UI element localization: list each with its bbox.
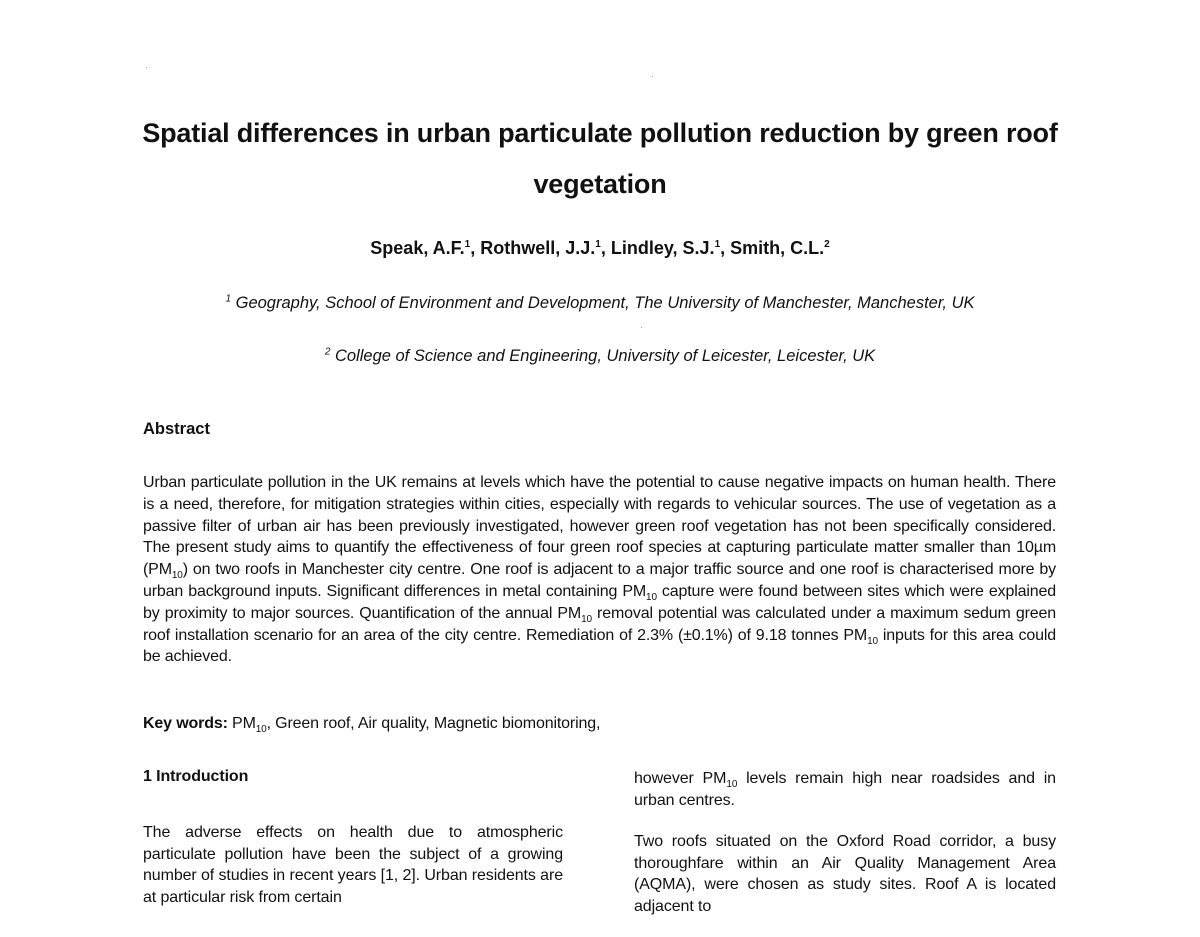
abstract-text: Urban particulate pollution in the UK remains at levels which have the potential to cause negative impacts on human health. There is a need, therefore, for mitigation strategies within cities, especially with regards to vehicular sources. The use of vegetation as a passive filter of urban air has been previously investigated, however green roof vegetation has not been specifically considered. The present study aims to quantify the effectiveness of four green roof species at capturing particulate matter smaller than 10µm (PM (143, 474, 1056, 579)
scan-speck (146, 67, 147, 68)
author: Lindley, S.J. (610, 238, 715, 258)
right-column (634, 768, 1056, 937)
affiliation-number: 2 (324, 346, 331, 358)
body-text: however PM (634, 770, 727, 787)
abstract-text: ) on two roofs in Manchester city centre. One roof is adjacent to a major traffic source and one roof is characterised more by urban background inputs. Significant differences in metal containing PM (143, 561, 1056, 600)
abstract-text: capture were found between sites which were explained by proximity to major sources. Quantification of the annual PM (143, 582, 1056, 622)
author-affiliation-mark: 2 (824, 239, 830, 250)
abstract-text: inputs for this area could be achieved. (143, 626, 1056, 666)
author-affiliation-mark: 1 (595, 239, 601, 250)
author: Rothwell, J.J. (480, 238, 596, 258)
author-separator: , (470, 238, 481, 258)
affiliation (0, 291, 1200, 315)
pm-subscript: 10 (867, 635, 878, 647)
keywords (143, 713, 1056, 735)
affiliation-text: College of Science and Engineering, University of Leicester, Leicester, UK (334, 347, 876, 365)
author-separator: , (600, 238, 611, 258)
abstract-heading: Abstract (143, 420, 210, 438)
affiliation-text: Geography, School of Environment and Development, The University of Manchester, Manchester, UK (235, 294, 975, 312)
abstract-body (143, 472, 1056, 668)
body-text: levels remain high near roadsides and in urban centres. (634, 770, 1056, 809)
scan-speck (652, 76, 653, 77)
abstract-paragraph (143, 472, 1056, 668)
author: Smith, C.L. (730, 238, 825, 258)
pm-subscript: 10 (726, 779, 738, 791)
left-column (143, 766, 563, 928)
body-paragraph: Two roofs situated on the Oxford Road corridor, a busy thoroughfare within an Air Quality Management Area (AQMA), were chosen as study sites. Roof A is located adjacent to (634, 833, 1056, 915)
author-affiliation-mark: 1 (714, 239, 721, 250)
body-paragraph (634, 768, 1056, 811)
keywords-text: , Green roof, Air quality, Magnetic biomonitoring, (266, 715, 601, 732)
paper-title: Spatial differences in urban particulate pollution reduction by green roof vegetation (142, 118, 1058, 199)
keywords-text: PM (227, 715, 256, 732)
affiliation (0, 344, 1200, 368)
abstract-text: removal potential was calculated under a maximum sedum green roof installation scenario for an area of the city centre. Remediation of 2.3% (±0.1%) of 9.18 tonnes PM (143, 604, 1056, 644)
author-list (0, 233, 1200, 263)
keywords-label: Key words: (143, 715, 228, 732)
pm-subscript: 10 (646, 592, 657, 604)
author-separator: , (720, 238, 731, 258)
affiliation-number: 1 (225, 293, 232, 305)
introduction-paragraph: The adverse effects on health due to atmospheric particulate pollution have been the subject of a growing number of studies in recent years [1, 2]. Urban residents are at particular risk from certain (143, 824, 563, 906)
author: Speak, A.F. (370, 238, 465, 258)
scan-speck (641, 327, 642, 328)
pm-subscript: 10 (255, 724, 267, 736)
author-affiliation-mark: 1 (464, 239, 471, 250)
section-heading-introduction: 1 Introduction (143, 768, 249, 785)
pm-subscript: 10 (171, 570, 183, 582)
pm-subscript: 10 (581, 613, 592, 625)
